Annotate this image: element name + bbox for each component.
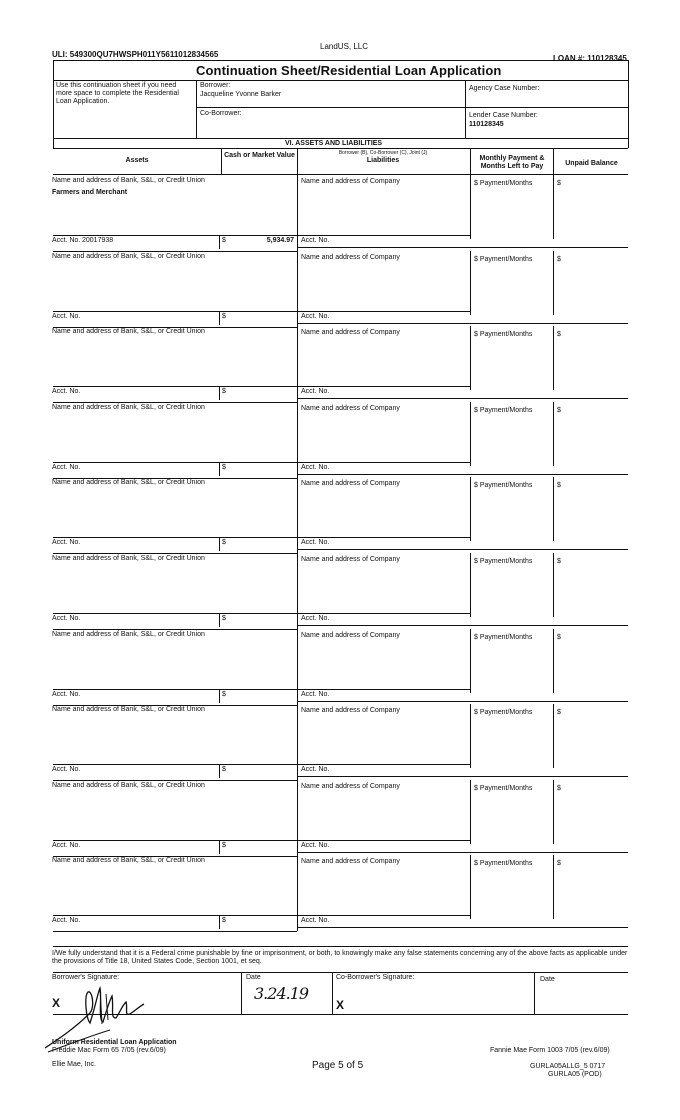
value-dollar: $ bbox=[222, 615, 226, 622]
company-label: Name and address of Company bbox=[301, 783, 400, 790]
liability-acct-label: Acct. No. bbox=[301, 464, 330, 471]
freddie-mac-form: Freddie Mac Form 65 7/05 (rev.6/09) bbox=[52, 1047, 166, 1054]
borrower-name: Jacqueline Yvonne Barker bbox=[200, 91, 282, 98]
payment-months-label: $ Payment/Months bbox=[474, 634, 533, 641]
bank-label: Name and address of Bank, S&L, or Credit Union bbox=[52, 555, 205, 562]
value-dollar: $ bbox=[222, 539, 226, 546]
value-dollar: $ bbox=[222, 917, 226, 924]
cash-value: 5,934.97 bbox=[266, 237, 294, 244]
borrower-x-mark: X bbox=[52, 996, 61, 1010]
instructions-text: Use this continuation sheet if you need more space to complete the Residential Loan Application. bbox=[56, 82, 179, 105]
company-label: Name and address of Company bbox=[301, 707, 400, 714]
coborrower-signature-label: Co-Borrower's Signature: bbox=[336, 974, 415, 981]
liability-acct-label: Acct. No. bbox=[301, 615, 330, 622]
company-label: Name and address of Company bbox=[301, 556, 400, 563]
unpaid-dollar: $ bbox=[557, 785, 561, 792]
lender-case-number: 110128345 bbox=[469, 121, 504, 128]
payment-months-label: $ Payment/Months bbox=[474, 407, 533, 414]
bank-name: Farmers and Merchant bbox=[52, 189, 128, 196]
acct-number: 20017938 bbox=[82, 237, 114, 244]
unpaid-dollar: $ bbox=[557, 180, 561, 187]
company-label: Name and address of Company bbox=[301, 178, 400, 185]
form-code-1: GURLA05ALLG_5 0717 bbox=[530, 1063, 606, 1070]
coborrower-x-mark: X bbox=[336, 998, 345, 1012]
unpaid-dollar: $ bbox=[557, 558, 561, 565]
payment-months-label: $ Payment/Months bbox=[474, 709, 533, 716]
date2-label: Date bbox=[540, 976, 555, 983]
unpaid-dollar: $ bbox=[557, 482, 561, 489]
liability-acct-label: Acct. No. bbox=[301, 388, 330, 395]
acct-label: Acct. No. bbox=[52, 539, 81, 546]
payment-months-label: $ Payment/Months bbox=[474, 482, 533, 489]
company-label: Name and address of Company bbox=[301, 405, 400, 412]
bank-label: Name and address of Bank, S&L, or Credit Union bbox=[52, 782, 205, 789]
bank-label: Name and address of Bank, S&L, or Credit Union bbox=[52, 706, 205, 713]
bank-label: Name and address of Bank, S&L, or Credit Union bbox=[52, 631, 205, 638]
bank-label: Name and address of Bank, S&L, or Credit Union bbox=[52, 479, 205, 486]
loan-number: LOAN #: 110128345 bbox=[553, 54, 627, 63]
company-label: Name and address of Company bbox=[301, 329, 400, 336]
col-cash-value: Cash or Market Value bbox=[224, 152, 295, 159]
certification-statement: I/We fully understand that it is a Federal crime punishable by fine or imprisonment, or both, to knowingly make any false statements concerning any of the above facts as applicable under the provisions of Title 18, United States Code, Section 1001, et seq. bbox=[52, 950, 628, 965]
payment-months-label: $ Payment/Months bbox=[474, 180, 533, 187]
value-dollar: $ bbox=[222, 691, 226, 698]
acct-label: Acct. No. bbox=[52, 766, 81, 773]
payment-months-label: $ Payment/Months bbox=[474, 331, 533, 338]
value-dollar: $ bbox=[222, 313, 226, 320]
liability-acct-label: Acct. No. bbox=[301, 539, 330, 546]
liability-acct-label: Acct. No. bbox=[301, 917, 330, 924]
acct-label: Acct. No. bbox=[52, 388, 81, 395]
liability-acct-label: Acct. No. bbox=[301, 691, 330, 698]
agency-case-label: Agency Case Number: bbox=[469, 85, 540, 92]
acct-label: Acct. No. bbox=[52, 842, 81, 849]
unpaid-dollar: $ bbox=[557, 331, 561, 338]
ellie-mae: Ellie Mae, Inc. bbox=[52, 1061, 96, 1068]
date-label: Date bbox=[246, 974, 261, 981]
unpaid-dollar: $ bbox=[557, 407, 561, 414]
acct-label: Acct. No. bbox=[52, 691, 81, 698]
col-assets: Assets bbox=[125, 157, 149, 164]
payment-months-label: $ Payment/Months bbox=[474, 256, 533, 263]
fannie-mae-form: Fannie Mae Form 1003 7/05 (rev.6/09) bbox=[490, 1047, 610, 1054]
form-title: Continuation Sheet/Residential Loan Application bbox=[196, 63, 502, 78]
unpaid-dollar: $ bbox=[557, 709, 561, 716]
value-dollar: $ bbox=[222, 237, 226, 244]
bank-label: Name and address of Bank, S&L, or Credit Union bbox=[52, 177, 205, 184]
payment-months-label: $ Payment/Months bbox=[474, 785, 533, 792]
payment-months-label: $ Payment/Months bbox=[474, 860, 533, 867]
acct-label: Acct. No. bbox=[52, 237, 81, 244]
coborrower-label: Co-Borrower: bbox=[200, 110, 242, 117]
acct-label: Acct. No. bbox=[52, 615, 81, 622]
liability-acct-label: Acct. No. bbox=[301, 313, 330, 320]
col-unpaid-balance: Unpaid Balance bbox=[565, 160, 618, 167]
uli-number: ULI: 549300QU7HWSPH011Y5611012834565 bbox=[52, 50, 219, 59]
acct-label: Acct. No. bbox=[52, 313, 81, 320]
unpaid-dollar: $ bbox=[557, 860, 561, 867]
company-name: LandUS, LLC bbox=[320, 42, 369, 51]
bank-label: Name and address of Bank, S&L, or Credit Union bbox=[52, 253, 205, 260]
acct-label: Acct. No. bbox=[52, 464, 81, 471]
lender-case-label: Lender Case Number: bbox=[469, 112, 538, 119]
liability-acct-label: Acct. No. bbox=[301, 842, 330, 849]
borrower-signature-label: Borrower's Signature: bbox=[52, 974, 120, 981]
section-title: VI. ASSETS AND LIABILITIES bbox=[285, 140, 383, 147]
page-number: Page 5 of 5 bbox=[312, 1060, 364, 1071]
company-label: Name and address of Company bbox=[301, 480, 400, 487]
company-label: Name and address of Company bbox=[301, 858, 400, 865]
value-dollar: $ bbox=[222, 464, 226, 471]
col-liabilities: Liabilities bbox=[366, 157, 400, 164]
form-name: Uniform Residential Loan Application bbox=[52, 1039, 177, 1046]
value-dollar: $ bbox=[222, 842, 226, 849]
liability-acct-label: Acct. No. bbox=[301, 766, 330, 773]
liability-acct-label: Acct. No. bbox=[301, 237, 330, 244]
col-liab-note: Borrower (B), Co-Borrower (C), Joint (J) bbox=[338, 150, 428, 156]
borrower-label: Borrower: bbox=[200, 82, 231, 89]
company-label: Name and address of Company bbox=[301, 254, 400, 261]
unpaid-dollar: $ bbox=[557, 634, 561, 641]
value-dollar: $ bbox=[222, 766, 226, 773]
bank-label: Name and address of Bank, S&L, or Credit Union bbox=[52, 404, 205, 411]
company-label: Name and address of Company bbox=[301, 632, 400, 639]
acct-label: Acct. No. bbox=[52, 917, 81, 924]
bank-label: Name and address of Bank, S&L, or Credit Union bbox=[52, 328, 205, 335]
bank-label: Name and address of Bank, S&L, or Credit Union bbox=[52, 857, 205, 864]
unpaid-dollar: $ bbox=[557, 256, 561, 263]
handwritten-date: 3.24.19 bbox=[254, 984, 309, 1003]
form-code-2: GURLA05 (POD) bbox=[548, 1071, 602, 1078]
value-dollar: $ bbox=[222, 388, 226, 395]
payment-months-label: $ Payment/Months bbox=[474, 558, 533, 565]
col-monthly-payment: Monthly Payment & Months Left to Pay bbox=[479, 155, 545, 170]
